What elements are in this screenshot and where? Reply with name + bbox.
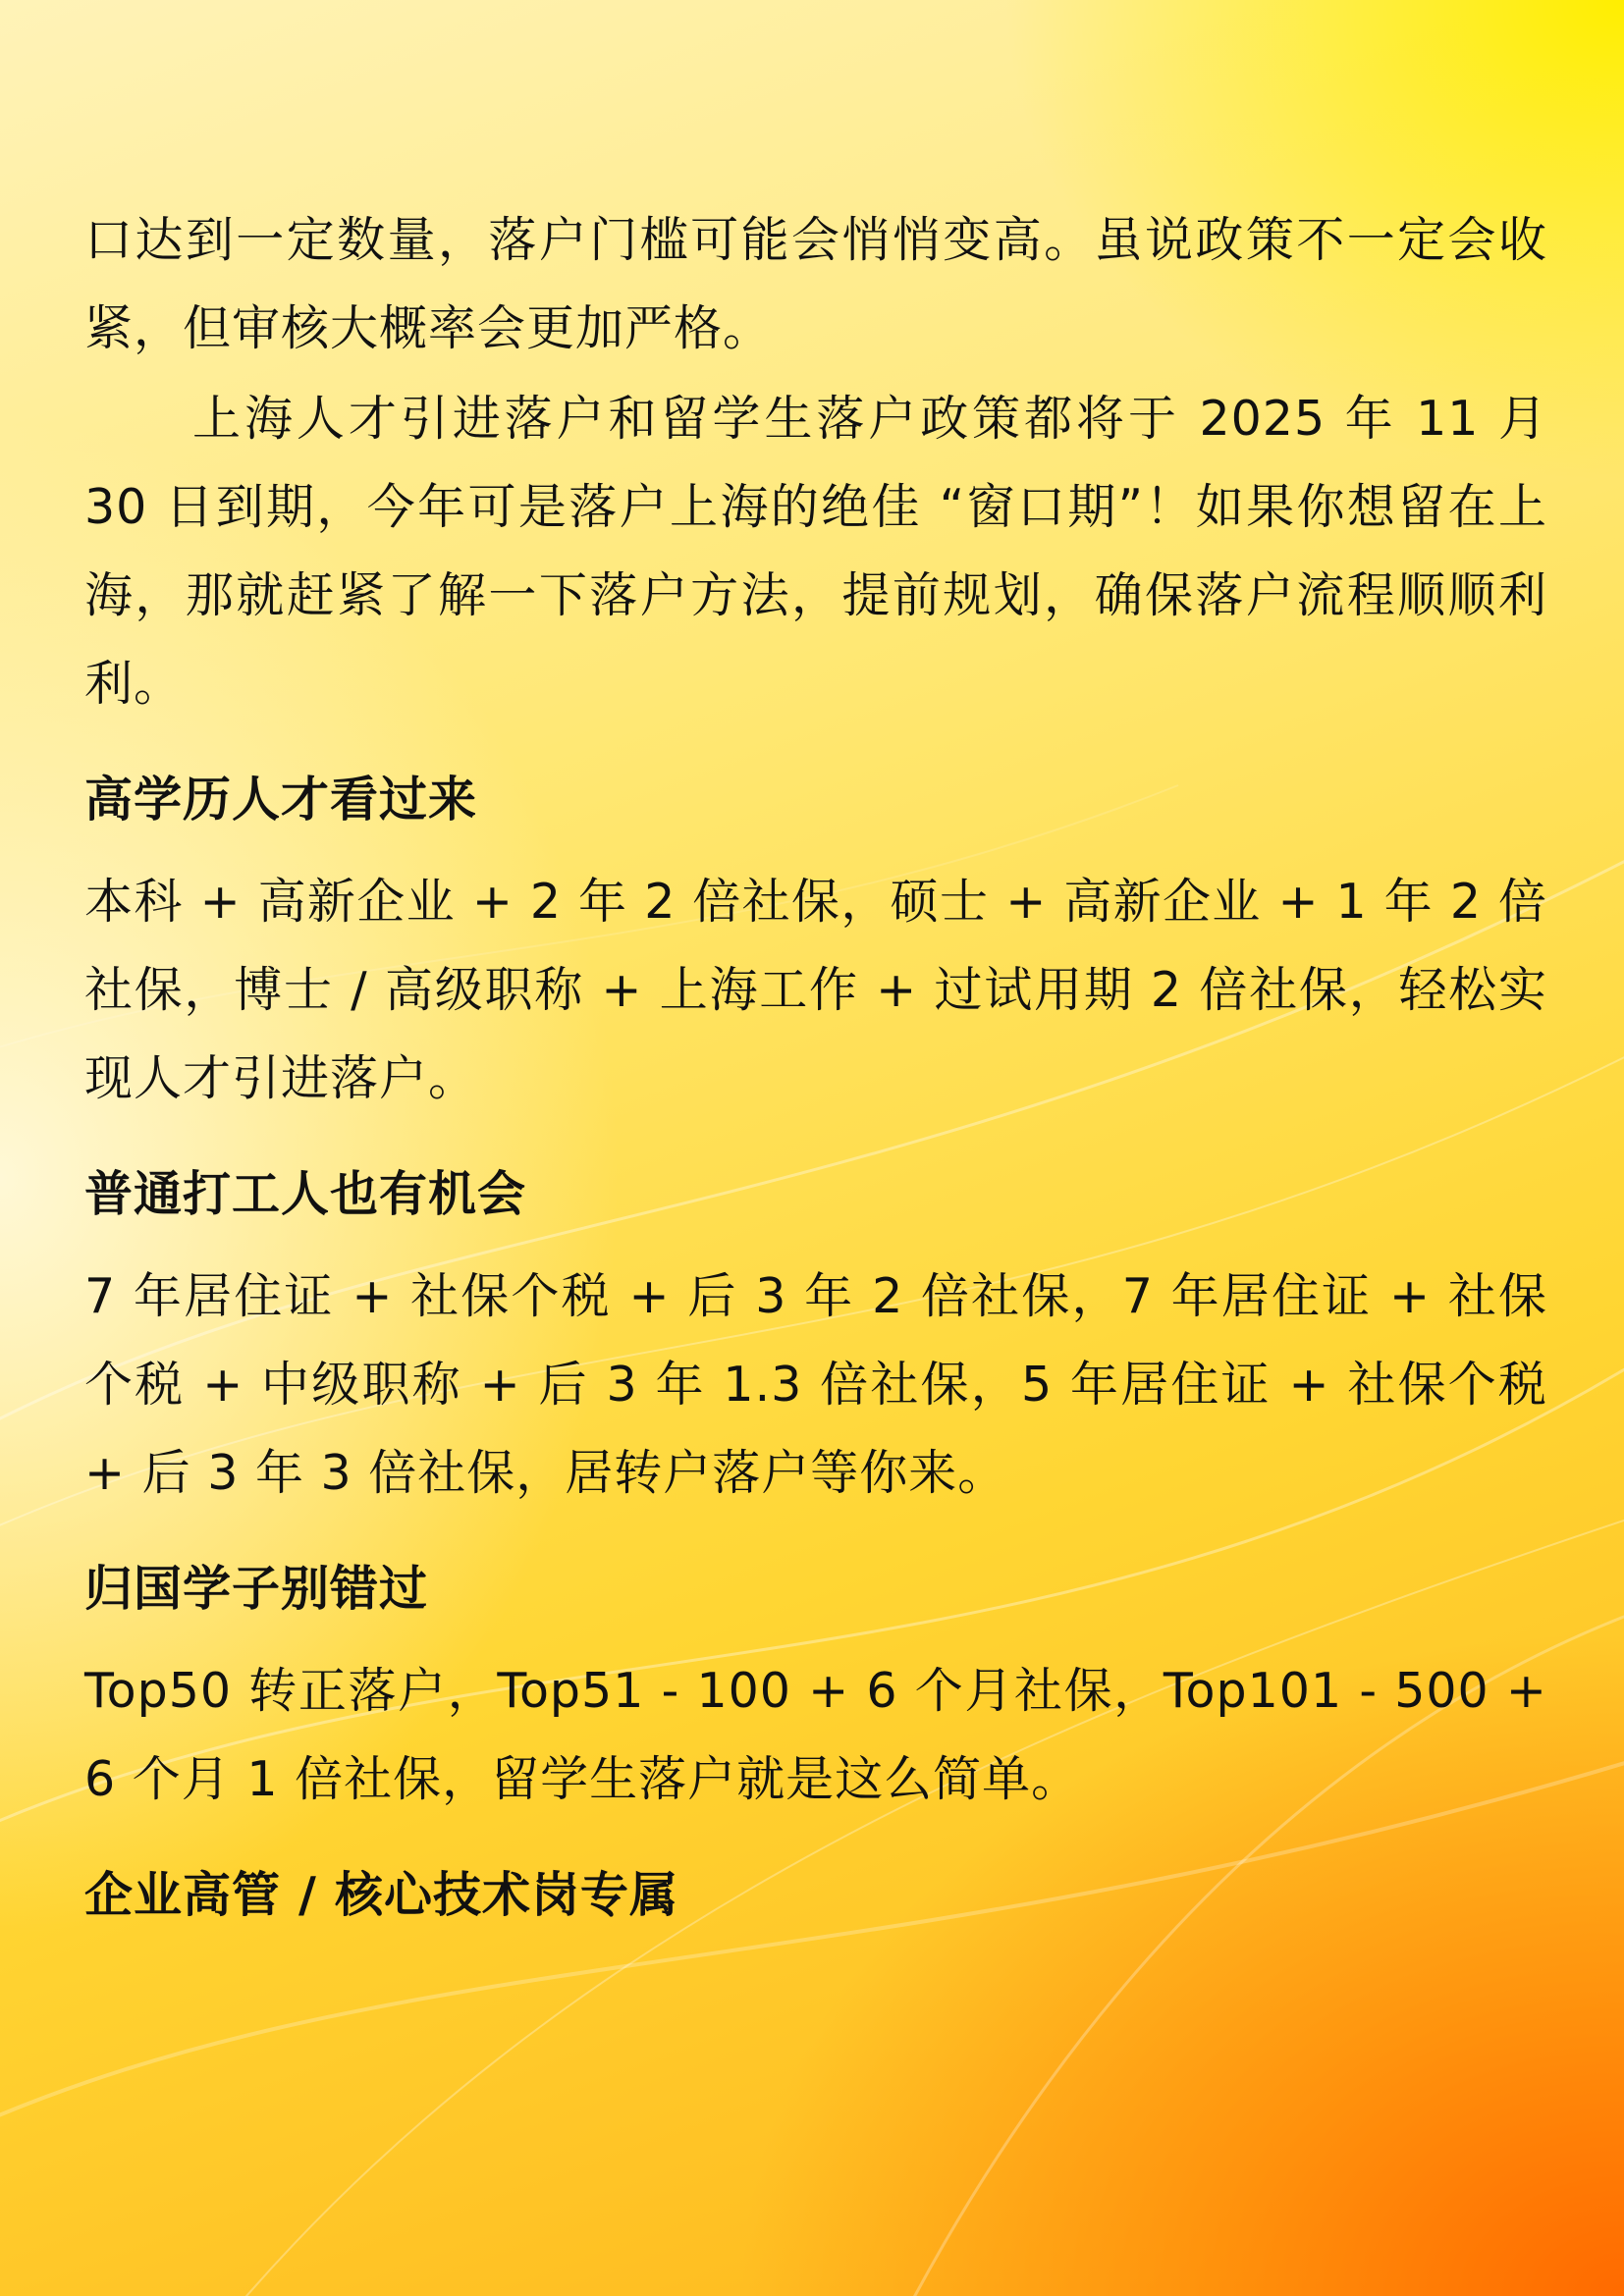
intro-policy-paragraph: 上海人才引进落户和留学生落户政策都将于 2025 年 11 月 30 日到期，今年可是落户上海的绝佳 “窗口期”！如果你想留在上海，那就赶紧了解一下落户方法，提前规划，确保落户流程顺顺利利。 bbox=[84, 391, 1547, 712]
article-content bbox=[84, 196, 1547, 1940]
section-heading-high-education: 高学历人才看过来 bbox=[84, 772, 478, 828]
section-heading-executives: 企业高管 / 核心技术岗专属 bbox=[84, 1867, 679, 1923]
section-body-ordinary-workers: 7 年居住证 + 社保个税 + 后 3 年 2 倍社保，7 年居住证 + 社保个税 + 中级职称 + 后 3 年 1.3 倍社保，5 年居住证 + 社保个税 + 后 3 年 3 倍社保，居转户落户等你来。 bbox=[84, 1268, 1547, 1501]
intro-continued-paragraph: 口达到一定数量，落户门槛可能会悄悄变高。虽说政策不一定会收紧，但审核大概率会更加严格。 bbox=[84, 212, 1547, 356]
section-body-returning-students: Top50 转正落户，Top51 - 100 + 6 个月社保，Top101 - 500 + 6 个月 1 倍社保，留学生落户就是这么简单。 bbox=[84, 1663, 1547, 1807]
section-body-high-education: 本科 + 高新企业 + 2 年 2 倍社保，硕士 + 高新企业 + 1 年 2 倍社保，博士 / 高级职称 + 上海工作 + 过试用期 2 倍社保，轻松实现人才引进落户。 bbox=[84, 874, 1547, 1106]
section-heading-returning-students: 归国学子别错过 bbox=[84, 1561, 429, 1617]
section-heading-ordinary-workers: 普通打工人也有机会 bbox=[84, 1166, 527, 1222]
